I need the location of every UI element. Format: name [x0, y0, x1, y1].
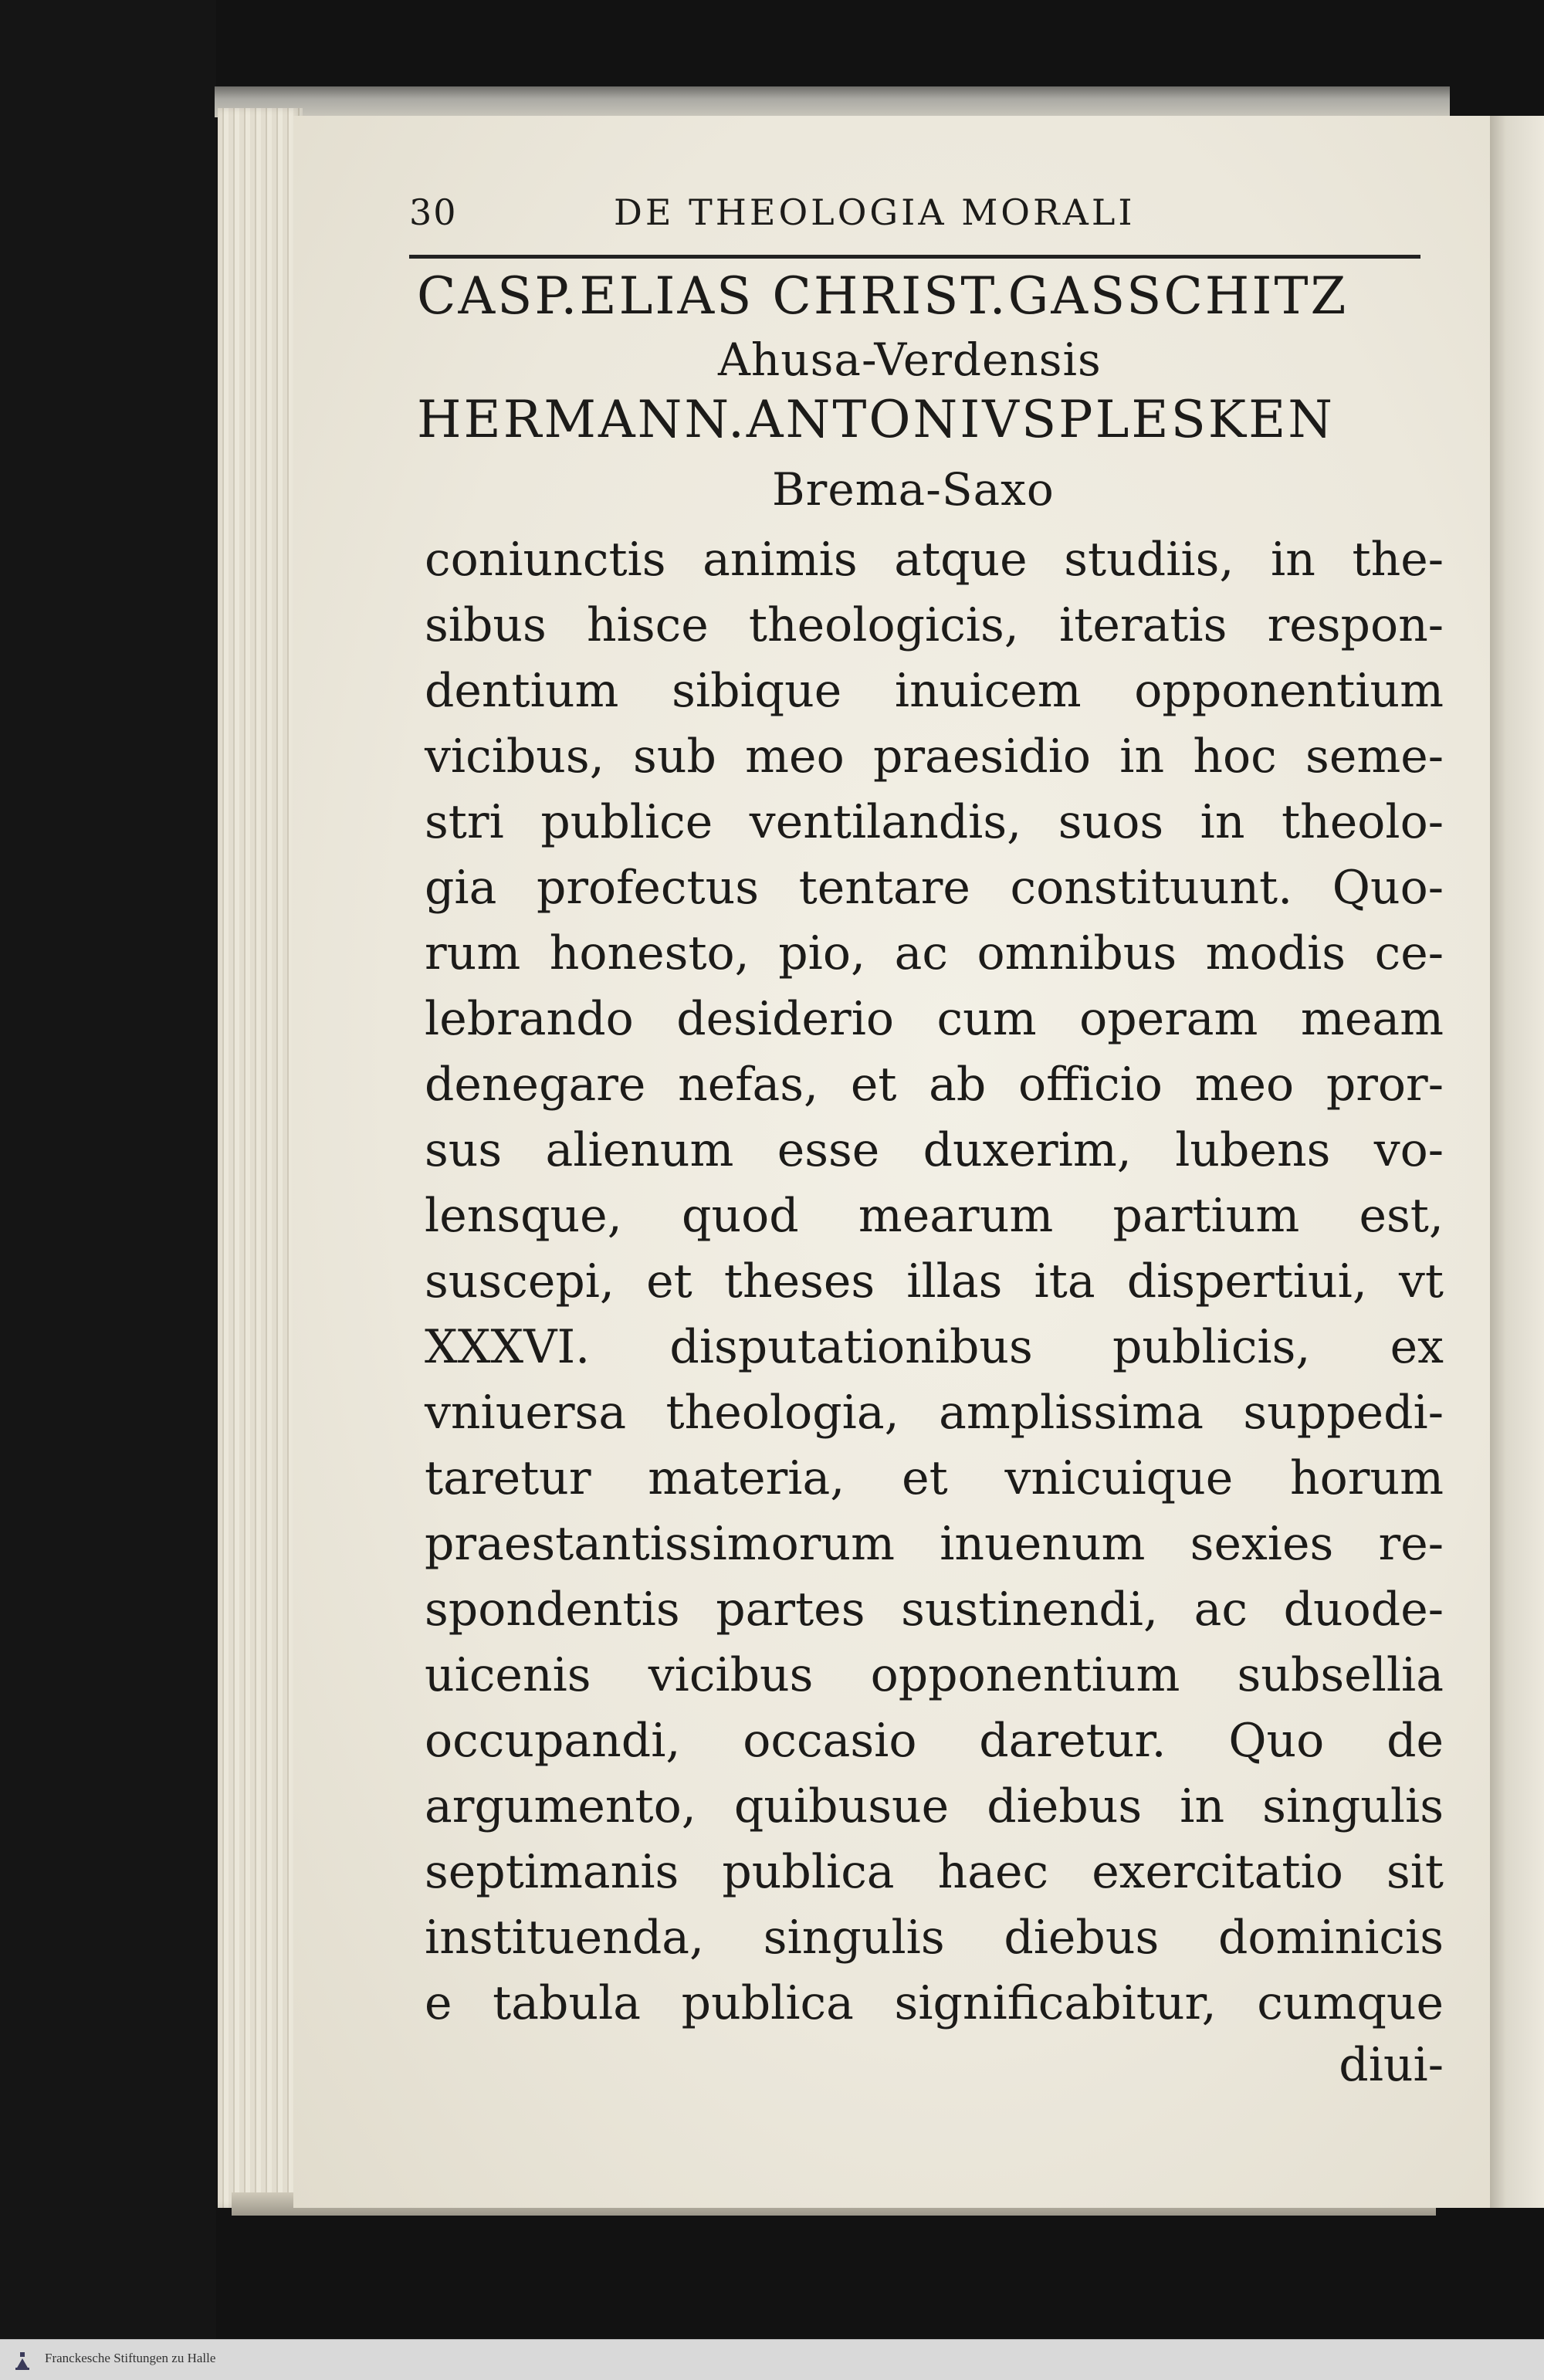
head-rule: [409, 255, 1420, 259]
body-line: spondentis partes sustinendi, ac duode-: [425, 1583, 1444, 1637]
body-line: vicibus, sub meo praesidio in hoc seme-: [425, 730, 1444, 784]
body-line: e tabula publica significabitur, cumque: [425, 1976, 1444, 2030]
body-line: argumento, quibusue diebus in singulis: [425, 1779, 1444, 1833]
body-line: lensque, quod mearum partium est,: [425, 1189, 1444, 1243]
respondent-origin: Brema-Saxo: [772, 463, 1055, 516]
body-line: suscepi, et theses illas ita dispertiui, vt: [425, 1254, 1444, 1308]
body-line: praestantissimorum inuenum sexies re-: [425, 1517, 1444, 1571]
respondent-name: HERMANN.ANTONIVSPLESKEN: [417, 390, 1336, 449]
catchword: diui-: [1339, 2038, 1444, 2092]
book-top-edge: [215, 86, 1450, 117]
body-line: vniuersa theologia, amplissima suppedi-: [425, 1386, 1444, 1440]
body-line: lebrando desiderio cum operam meam: [425, 992, 1444, 1046]
body-line: sibus hisce theologicis, iteratis respon-: [425, 598, 1444, 652]
body-line: denegare nefas, et ab officio meo pror-: [425, 1058, 1444, 1112]
running-head-title: DE THEOLOGIA MORALI: [614, 191, 1136, 233]
body-line: instituenda, singulis diebus dominicis: [425, 1911, 1444, 1965]
respondent-name: CASP.ELIAS CHRIST.GASSCHITZ: [417, 266, 1349, 326]
institution-credit: Franckesche Stiftungen zu Halle: [45, 2351, 216, 2365]
body-line: rum honesto, pio, ac omnibus modis ce-: [425, 926, 1444, 980]
body-line: taretur materia, et vnicuique horum: [425, 1451, 1444, 1505]
body-line: stri publice ventilandis, suos in theolo-: [425, 795, 1444, 849]
body-line: septimanis publica haec exercitatio sit: [425, 1845, 1444, 1899]
body-line: XXXVI. disputationibus publicis, ex: [425, 1320, 1444, 1374]
scan-background: [0, 0, 216, 2339]
body-line: dentium sibique inuicem opponentium: [425, 664, 1444, 718]
body-line: coniunctis animis atque studiis, in the-: [425, 533, 1444, 587]
institution-logo-icon: [14, 2351, 31, 2371]
body-line: sus alienum esse duxerim, lubens vo-: [425, 1123, 1444, 1177]
body-line: uicenis vicibus opponentium subsellia: [425, 1648, 1444, 1702]
viewer-footer: [0, 2339, 1544, 2380]
page-number: 30: [409, 191, 458, 233]
page-stack-edge: [218, 108, 303, 2208]
book-gutter: [1490, 116, 1544, 2208]
respondent-origin: Ahusa-Verdensis: [718, 333, 1102, 386]
body-line: gia profectus tentare constituunt. Quo-: [425, 861, 1444, 915]
body-line: occupandi, occasio daretur. Quo de: [425, 1714, 1444, 1768]
